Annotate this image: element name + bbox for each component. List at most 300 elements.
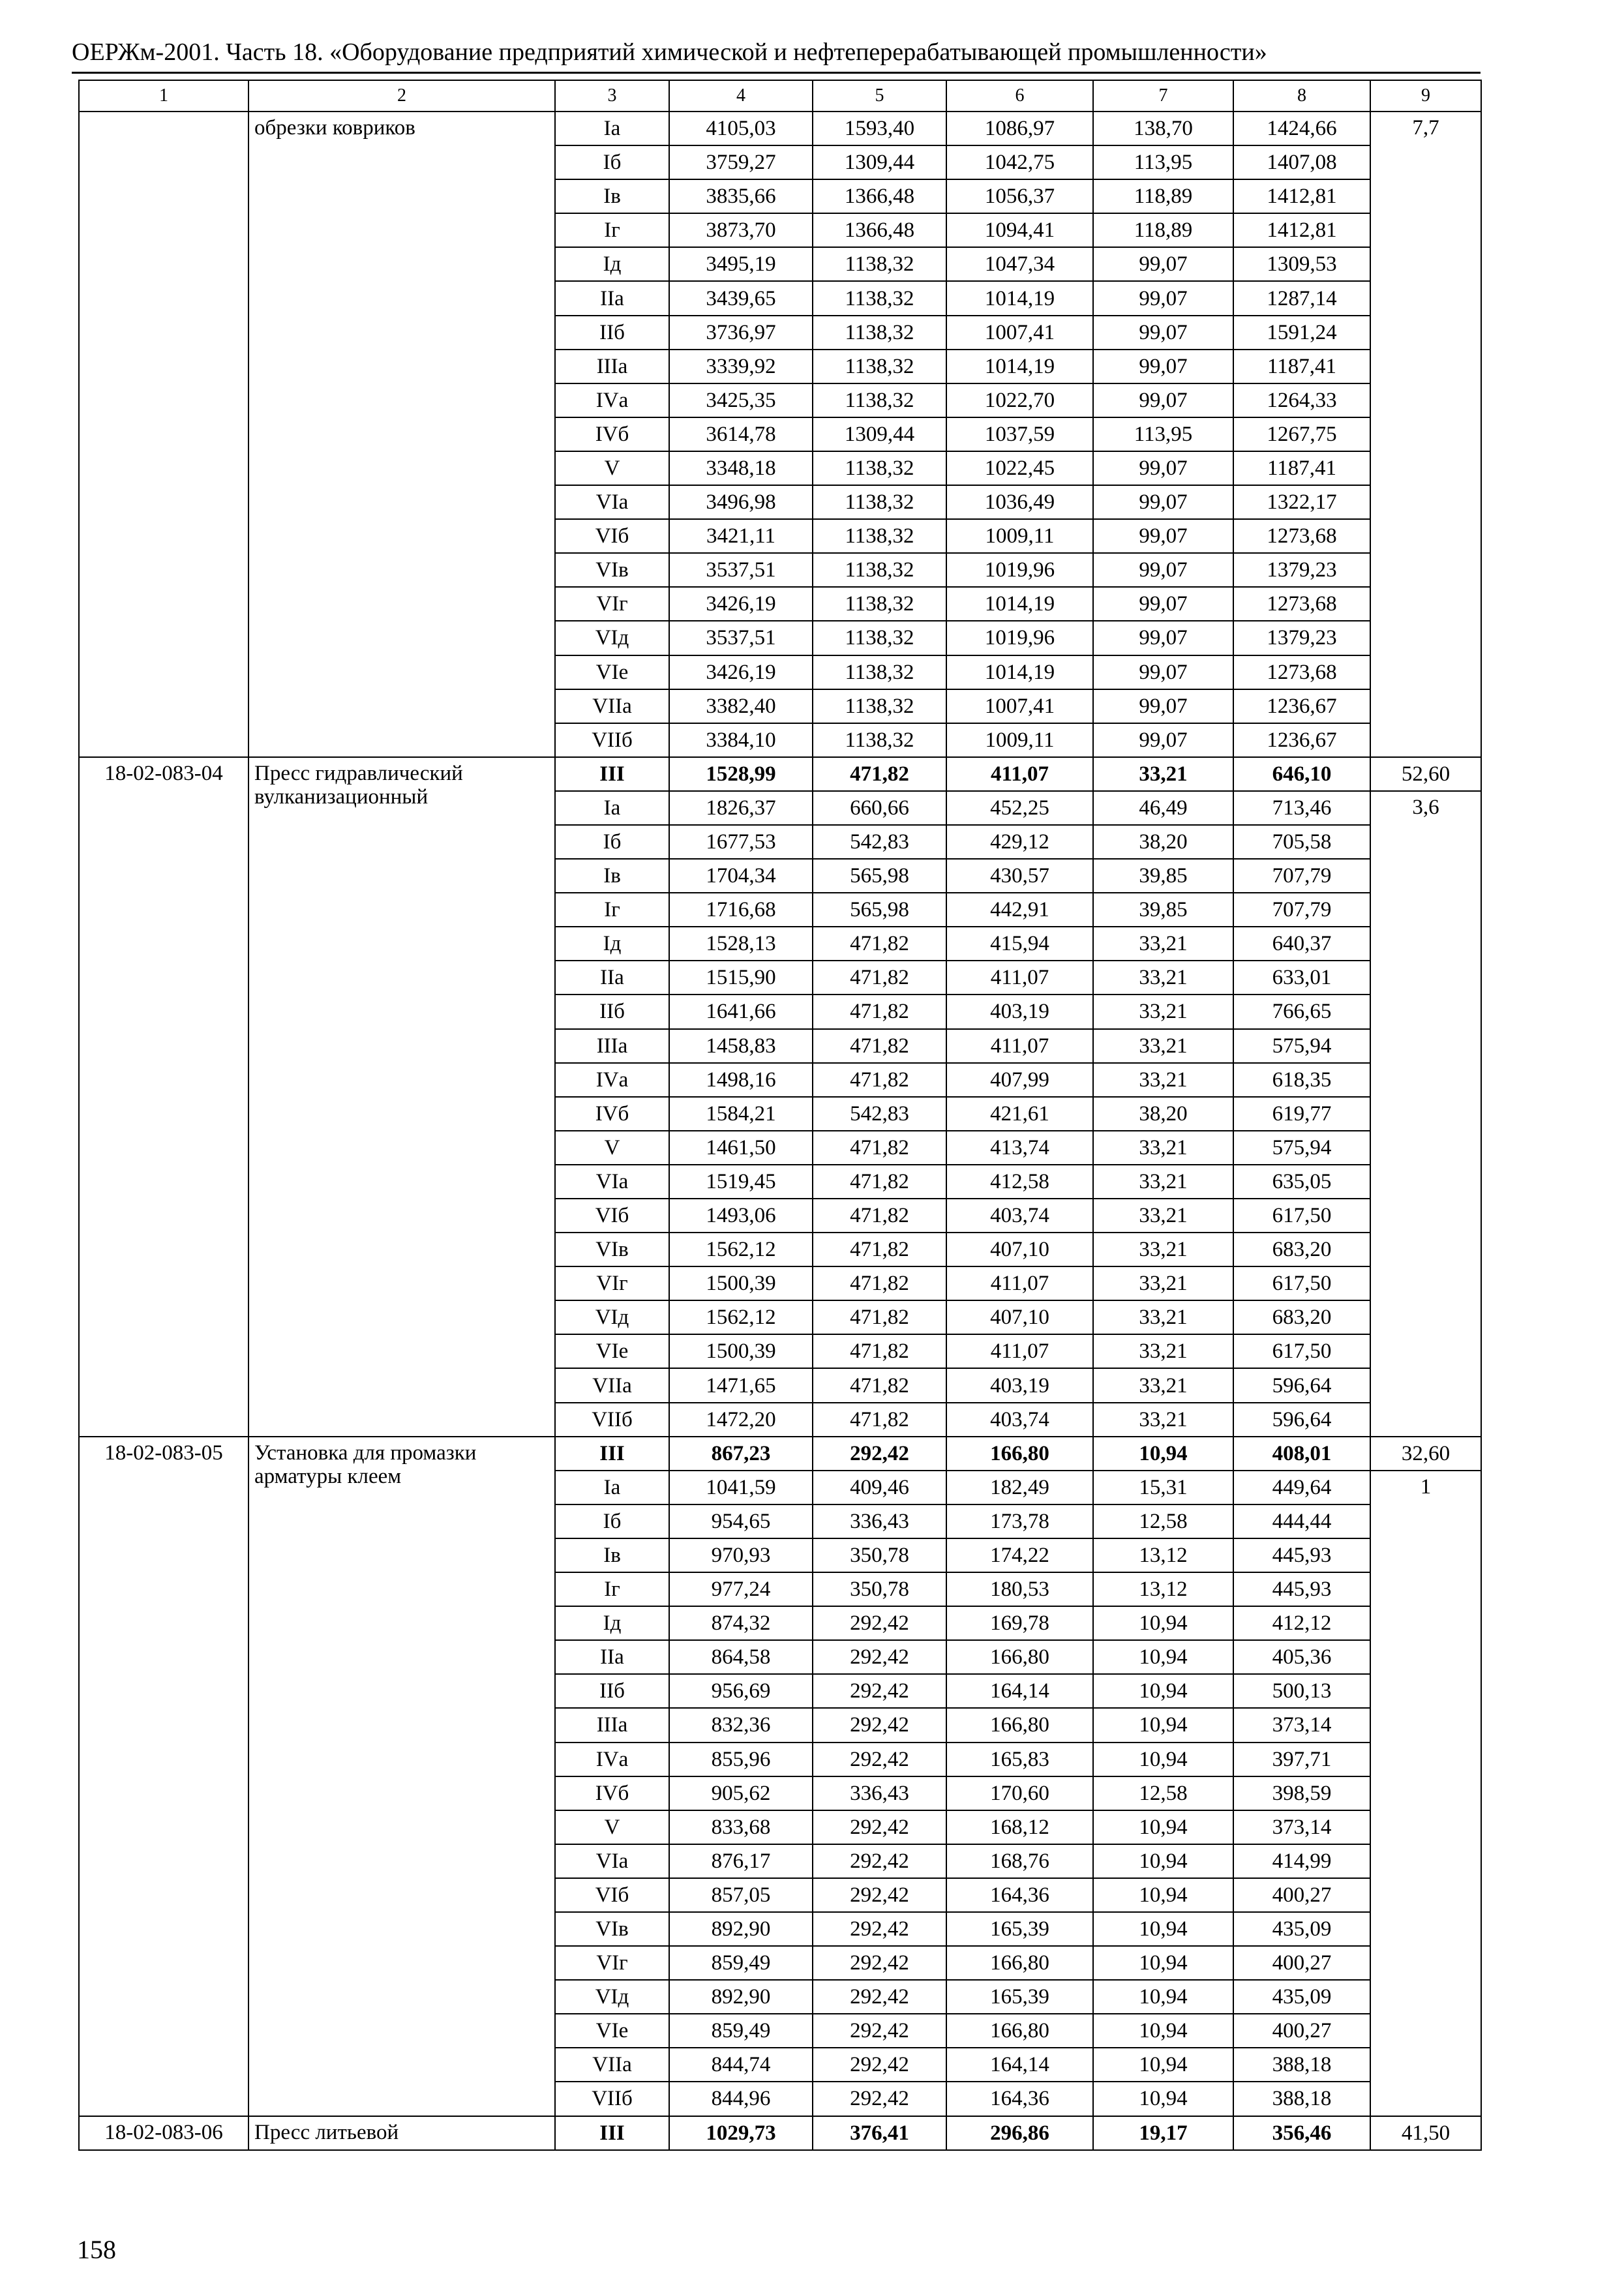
- column-number: 5: [813, 80, 946, 112]
- zone-cell: IIб: [555, 316, 669, 350]
- value-cell: 864,58: [669, 1640, 813, 1674]
- value-cell: 3384,10: [669, 723, 813, 757]
- value-cell: 1014,19: [946, 655, 1093, 689]
- value-cell: 445,93: [1233, 1572, 1370, 1606]
- value-cell: 1309,44: [813, 417, 946, 451]
- value-cell: 10,94: [1093, 1708, 1233, 1742]
- zone-cell: Iд: [555, 247, 669, 281]
- value-cell: 954,65: [669, 1504, 813, 1538]
- value-cell: 1086,97: [946, 112, 1093, 145]
- value-cell: 855,96: [669, 1743, 813, 1776]
- value-cell: 10,94: [1093, 2048, 1233, 2082]
- zone-cell: VIг: [555, 1946, 669, 1980]
- value-cell: 33,21: [1093, 757, 1233, 791]
- value-cell: 970,93: [669, 1538, 813, 1572]
- value-cell: 99,07: [1093, 281, 1233, 315]
- value-cell: 1309,44: [813, 145, 946, 179]
- value-cell: 1019,96: [946, 621, 1093, 655]
- value-cell: 707,79: [1233, 859, 1370, 893]
- value-cell: 859,49: [669, 1946, 813, 1980]
- value-cell: 705,58: [1233, 825, 1370, 859]
- value-cell: 166,80: [946, 1946, 1093, 1980]
- value-cell: 471,82: [813, 1063, 946, 1097]
- value-cell: 33,21: [1093, 1368, 1233, 1402]
- value-cell: 471,82: [813, 1233, 946, 1266]
- value-cell: 1461,50: [669, 1131, 813, 1165]
- value-cell: 3425,35: [669, 383, 813, 417]
- zone-cell: Iг: [555, 213, 669, 247]
- value-cell: 1677,53: [669, 825, 813, 859]
- zone-cell: VIб: [555, 1878, 669, 1912]
- value-cell: 442,91: [946, 893, 1093, 927]
- value-cell: 713,46: [1233, 791, 1370, 825]
- value-cell: 3614,78: [669, 417, 813, 451]
- value-cell: 33,21: [1093, 995, 1233, 1028]
- value-cell: 4105,03: [669, 112, 813, 145]
- zone-cell: VIIб: [555, 1403, 669, 1437]
- zone-cell: VIе: [555, 2014, 669, 2048]
- value-cell: 3348,18: [669, 451, 813, 485]
- value-cell: 33,21: [1093, 961, 1233, 995]
- zone-cell: IIIа: [555, 1708, 669, 1742]
- column-number: 4: [669, 80, 813, 112]
- zone-cell: IIа: [555, 1640, 669, 1674]
- zone-cell: VIе: [555, 655, 669, 689]
- value-cell: 1500,39: [669, 1334, 813, 1368]
- value-cell: 1007,41: [946, 316, 1093, 350]
- value-cell: 412,12: [1233, 1606, 1370, 1640]
- value-cell: 1014,19: [946, 350, 1093, 383]
- zone-cell: VIв: [555, 553, 669, 587]
- value-cell: 138,70: [1093, 112, 1233, 145]
- value-cell: 99,07: [1093, 655, 1233, 689]
- value-cell: 1138,32: [813, 723, 946, 757]
- value-cell: 640,37: [1233, 927, 1370, 961]
- zone-cell: Iа: [555, 112, 669, 145]
- column-number: 6: [946, 80, 1093, 112]
- value-cell: 1236,67: [1233, 689, 1370, 723]
- value-cell: 33,21: [1093, 1131, 1233, 1165]
- zone-cell: VIб: [555, 519, 669, 553]
- column-number-row: [79, 80, 1481, 112]
- value-cell: 113,95: [1093, 145, 1233, 179]
- value-cell: 166,80: [946, 1708, 1093, 1742]
- value-cell: 867,23: [669, 1437, 813, 1471]
- value-cell: 905,62: [669, 1776, 813, 1810]
- value-cell: 99,07: [1093, 316, 1233, 350]
- value-cell: 118,89: [1093, 179, 1233, 213]
- coefficient-cell: 41,50: [1370, 2116, 1481, 2150]
- value-cell: 38,20: [1093, 1097, 1233, 1131]
- zone-cell: Iд: [555, 1606, 669, 1640]
- column-number: 7: [1093, 80, 1233, 112]
- value-cell: 165,83: [946, 1743, 1093, 1776]
- zone-cell: IIIа: [555, 1029, 669, 1063]
- value-cell: 1379,23: [1233, 553, 1370, 587]
- value-cell: 1458,83: [669, 1029, 813, 1063]
- value-cell: 414,99: [1233, 1844, 1370, 1878]
- coefficient-cell: 32,60: [1370, 1437, 1481, 1471]
- value-cell: 471,82: [813, 1403, 946, 1437]
- value-cell: 1273,68: [1233, 587, 1370, 621]
- value-cell: 1014,19: [946, 587, 1093, 621]
- value-cell: 1138,32: [813, 689, 946, 723]
- zone-cell: III: [555, 1437, 669, 1471]
- value-cell: 1007,41: [946, 689, 1093, 723]
- value-cell: 292,42: [813, 2014, 946, 2048]
- value-cell: 166,80: [946, 1437, 1093, 1471]
- value-cell: 1826,37: [669, 791, 813, 825]
- value-cell: 10,94: [1093, 1912, 1233, 1946]
- value-cell: 1022,45: [946, 451, 1093, 485]
- value-cell: 164,36: [946, 1878, 1093, 1912]
- value-cell: 350,78: [813, 1538, 946, 1572]
- value-cell: 3426,19: [669, 587, 813, 621]
- value-cell: 618,35: [1233, 1063, 1370, 1097]
- value-cell: 13,12: [1093, 1538, 1233, 1572]
- value-cell: 10,94: [1093, 2082, 1233, 2116]
- zone-cell: VIа: [555, 485, 669, 519]
- value-cell: 99,07: [1093, 553, 1233, 587]
- value-cell: 1515,90: [669, 961, 813, 995]
- value-cell: 10,94: [1093, 1946, 1233, 1980]
- value-cell: 445,93: [1233, 1538, 1370, 1572]
- value-cell: 292,42: [813, 1674, 946, 1708]
- value-cell: 33,21: [1093, 1334, 1233, 1368]
- value-cell: 3835,66: [669, 179, 813, 213]
- value-cell: 1562,12: [669, 1233, 813, 1266]
- value-cell: 415,94: [946, 927, 1093, 961]
- value-cell: 844,74: [669, 2048, 813, 2082]
- value-cell: 400,27: [1233, 1878, 1370, 1912]
- value-cell: 1047,34: [946, 247, 1093, 281]
- value-cell: 373,14: [1233, 1708, 1370, 1742]
- value-cell: 3736,97: [669, 316, 813, 350]
- value-cell: 1528,13: [669, 927, 813, 961]
- value-cell: 373,14: [1233, 1810, 1370, 1844]
- value-cell: 99,07: [1093, 587, 1233, 621]
- value-cell: 99,07: [1093, 485, 1233, 519]
- value-cell: 1519,45: [669, 1165, 813, 1199]
- value-cell: 471,82: [813, 1165, 946, 1199]
- value-cell: 596,64: [1233, 1403, 1370, 1437]
- value-cell: 99,07: [1093, 689, 1233, 723]
- zone-cell: VIг: [555, 1266, 669, 1300]
- value-cell: 292,42: [813, 2048, 946, 2082]
- value-cell: 471,82: [813, 1029, 946, 1063]
- value-cell: 15,31: [1093, 1471, 1233, 1504]
- value-cell: 10,94: [1093, 1810, 1233, 1844]
- value-cell: 1014,19: [946, 281, 1093, 315]
- value-cell: 164,36: [946, 2082, 1093, 2116]
- value-cell: 99,07: [1093, 723, 1233, 757]
- value-cell: 292,42: [813, 1640, 946, 1674]
- value-cell: 1009,11: [946, 723, 1093, 757]
- value-cell: 500,13: [1233, 1674, 1370, 1708]
- value-cell: 99,07: [1093, 247, 1233, 281]
- value-cell: 33,21: [1093, 1165, 1233, 1199]
- value-cell: 1273,68: [1233, 655, 1370, 689]
- value-cell: 403,74: [946, 1403, 1093, 1437]
- page-number: 158: [77, 2235, 116, 2264]
- value-cell: 292,42: [813, 1946, 946, 1980]
- zone-cell: IVа: [555, 1063, 669, 1097]
- value-cell: 575,94: [1233, 1131, 1370, 1165]
- value-cell: 407,10: [946, 1233, 1093, 1266]
- value-cell: 1322,17: [1233, 485, 1370, 519]
- value-cell: 292,42: [813, 1708, 946, 1742]
- value-cell: 1593,40: [813, 112, 946, 145]
- zone-cell: VIд: [555, 1300, 669, 1334]
- value-cell: 1493,06: [669, 1199, 813, 1233]
- zone-cell: Iв: [555, 179, 669, 213]
- value-cell: 10,94: [1093, 2014, 1233, 2048]
- zone-cell: IIб: [555, 995, 669, 1028]
- value-cell: 292,42: [813, 1980, 946, 2014]
- value-cell: 182,49: [946, 1471, 1093, 1504]
- value-cell: 1273,68: [1233, 519, 1370, 553]
- value-cell: 619,77: [1233, 1097, 1370, 1131]
- value-cell: 956,69: [669, 1674, 813, 1708]
- value-cell: 876,17: [669, 1844, 813, 1878]
- value-cell: 646,10: [1233, 757, 1370, 791]
- value-cell: 400,27: [1233, 1946, 1370, 1980]
- value-cell: 99,07: [1093, 350, 1233, 383]
- value-cell: 1138,32: [813, 655, 946, 689]
- value-cell: 874,32: [669, 1606, 813, 1640]
- coefficient-cell: 1: [1370, 1471, 1481, 2116]
- value-cell: 411,07: [946, 757, 1093, 791]
- zone-cell: VIIб: [555, 2082, 669, 2116]
- value-cell: 1187,41: [1233, 451, 1370, 485]
- value-cell: 292,42: [813, 2082, 946, 2116]
- zone-cell: Iб: [555, 145, 669, 179]
- value-cell: 3496,98: [669, 485, 813, 519]
- value-cell: 173,78: [946, 1504, 1093, 1538]
- value-cell: 1472,20: [669, 1403, 813, 1437]
- value-cell: 430,57: [946, 859, 1093, 893]
- value-cell: 411,07: [946, 1029, 1093, 1063]
- value-cell: 113,95: [1093, 417, 1233, 451]
- zone-cell: VIIа: [555, 1368, 669, 1402]
- value-cell: 168,76: [946, 1844, 1093, 1878]
- code-cell: 18-02-083-05: [79, 1437, 248, 2116]
- value-cell: 408,01: [1233, 1437, 1370, 1471]
- value-cell: 1187,41: [1233, 350, 1370, 383]
- value-cell: 1704,34: [669, 859, 813, 893]
- value-cell: 1138,32: [813, 553, 946, 587]
- value-cell: 174,22: [946, 1538, 1093, 1572]
- value-cell: 435,09: [1233, 1912, 1370, 1946]
- zone-cell: Iа: [555, 1471, 669, 1504]
- value-cell: 683,20: [1233, 1300, 1370, 1334]
- value-cell: 635,05: [1233, 1165, 1370, 1199]
- zone-cell: V: [555, 1810, 669, 1844]
- value-cell: 1138,32: [813, 281, 946, 315]
- value-cell: 165,39: [946, 1912, 1093, 1946]
- value-cell: 452,25: [946, 791, 1093, 825]
- value-cell: 575,94: [1233, 1029, 1370, 1063]
- value-cell: 170,60: [946, 1776, 1093, 1810]
- zone-cell: VIг: [555, 587, 669, 621]
- value-cell: 33,21: [1093, 1029, 1233, 1063]
- value-cell: 1037,59: [946, 417, 1093, 451]
- code-cell: 18-02-083-06: [79, 2116, 248, 2150]
- value-cell: 1056,37: [946, 179, 1093, 213]
- value-cell: 164,14: [946, 2048, 1093, 2082]
- value-cell: 1138,32: [813, 485, 946, 519]
- value-cell: 397,71: [1233, 1743, 1370, 1776]
- value-cell: 471,82: [813, 1131, 946, 1165]
- value-cell: 33,21: [1093, 1199, 1233, 1233]
- zone-cell: IVб: [555, 417, 669, 451]
- value-cell: 1424,66: [1233, 112, 1370, 145]
- document-header: ОЕРЖм-2001. Часть 18. «Оборудование предприятий химической и нефтеперерабатывающей промышленности»: [72, 38, 1267, 66]
- value-cell: 10,94: [1093, 1437, 1233, 1471]
- table-row: [79, 757, 1481, 791]
- value-cell: 1471,65: [669, 1368, 813, 1402]
- code-cell: [79, 112, 248, 757]
- value-cell: 350,78: [813, 1572, 946, 1606]
- value-cell: 1584,21: [669, 1097, 813, 1131]
- zone-cell: IVа: [555, 1743, 669, 1776]
- value-cell: 1287,14: [1233, 281, 1370, 315]
- zone-cell: Iг: [555, 893, 669, 927]
- value-cell: 33,21: [1093, 1403, 1233, 1437]
- value-cell: 1236,67: [1233, 723, 1370, 757]
- value-cell: 10,94: [1093, 1640, 1233, 1674]
- value-cell: 1009,11: [946, 519, 1093, 553]
- value-cell: 1500,39: [669, 1266, 813, 1300]
- value-cell: 3382,40: [669, 689, 813, 723]
- value-cell: 3537,51: [669, 553, 813, 587]
- value-cell: 412,58: [946, 1165, 1093, 1199]
- value-cell: 3339,92: [669, 350, 813, 383]
- value-cell: 292,42: [813, 1878, 946, 1912]
- value-cell: 471,82: [813, 1266, 946, 1300]
- zone-cell: Iб: [555, 1504, 669, 1538]
- value-cell: 3759,27: [669, 145, 813, 179]
- zone-cell: VIIа: [555, 2048, 669, 2082]
- value-cell: 1366,48: [813, 179, 946, 213]
- table-row: [79, 112, 1481, 145]
- value-cell: 471,82: [813, 1368, 946, 1402]
- value-cell: 3421,11: [669, 519, 813, 553]
- value-cell: 99,07: [1093, 383, 1233, 417]
- value-cell: 411,07: [946, 1266, 1093, 1300]
- zone-cell: IIа: [555, 281, 669, 315]
- value-cell: 421,61: [946, 1097, 1093, 1131]
- value-cell: 1562,12: [669, 1300, 813, 1334]
- value-cell: 471,82: [813, 1300, 946, 1334]
- value-cell: 164,14: [946, 1674, 1093, 1708]
- value-cell: 1138,32: [813, 451, 946, 485]
- value-cell: 165,39: [946, 1980, 1093, 2014]
- value-cell: 3439,65: [669, 281, 813, 315]
- value-cell: 617,50: [1233, 1334, 1370, 1368]
- value-cell: 33,21: [1093, 1266, 1233, 1300]
- zone-cell: Iд: [555, 927, 669, 961]
- zone-cell: Iа: [555, 791, 669, 825]
- value-cell: 1036,49: [946, 485, 1093, 519]
- value-cell: 1138,32: [813, 519, 946, 553]
- value-cell: 1138,32: [813, 587, 946, 621]
- value-cell: 3537,51: [669, 621, 813, 655]
- value-cell: 356,46: [1233, 2116, 1370, 2150]
- value-cell: 10,94: [1093, 1743, 1233, 1776]
- value-cell: 403,19: [946, 995, 1093, 1028]
- value-cell: 39,85: [1093, 859, 1233, 893]
- name-cell: обрезки ковриков: [248, 112, 555, 757]
- rates-table: [78, 80, 1482, 2151]
- value-cell: 292,42: [813, 1743, 946, 1776]
- value-cell: 1094,41: [946, 213, 1093, 247]
- value-cell: 1029,73: [669, 2116, 813, 2150]
- value-cell: 766,65: [1233, 995, 1370, 1028]
- zone-cell: VIIб: [555, 723, 669, 757]
- zone-cell: Iв: [555, 859, 669, 893]
- value-cell: 3873,70: [669, 213, 813, 247]
- value-cell: 99,07: [1093, 519, 1233, 553]
- value-cell: 12,58: [1093, 1776, 1233, 1810]
- value-cell: 38,20: [1093, 825, 1233, 859]
- value-cell: 859,49: [669, 2014, 813, 2048]
- value-cell: 33,21: [1093, 1063, 1233, 1097]
- column-number: 2: [248, 80, 555, 112]
- column-number: 1: [79, 80, 248, 112]
- value-cell: 403,19: [946, 1368, 1093, 1402]
- value-cell: 296,86: [946, 2116, 1093, 2150]
- zone-cell: VIд: [555, 1980, 669, 2014]
- coefficient-cell: 7,7: [1370, 112, 1481, 757]
- zone-cell: IIб: [555, 1674, 669, 1708]
- value-cell: 1407,08: [1233, 145, 1370, 179]
- column-number: 9: [1370, 80, 1481, 112]
- zone-cell: VIб: [555, 1199, 669, 1233]
- value-cell: 707,79: [1233, 893, 1370, 927]
- value-cell: 10,94: [1093, 1980, 1233, 2014]
- name-cell: Установка для промазки арматуры клеем: [248, 1437, 555, 2116]
- zone-cell: VIд: [555, 621, 669, 655]
- value-cell: 10,94: [1093, 1844, 1233, 1878]
- value-cell: 1042,75: [946, 145, 1093, 179]
- value-cell: 1264,33: [1233, 383, 1370, 417]
- value-cell: 33,21: [1093, 1300, 1233, 1334]
- value-cell: 892,90: [669, 1980, 813, 2014]
- value-cell: 542,83: [813, 1097, 946, 1131]
- zone-cell: IVа: [555, 383, 669, 417]
- value-cell: 565,98: [813, 859, 946, 893]
- value-cell: 19,17: [1093, 2116, 1233, 2150]
- value-cell: 99,07: [1093, 621, 1233, 655]
- zone-cell: IVб: [555, 1776, 669, 1810]
- column-number: 3: [555, 80, 669, 112]
- value-cell: 10,94: [1093, 1878, 1233, 1912]
- name-cell: Пресс литьевой: [248, 2116, 555, 2150]
- value-cell: 411,07: [946, 1334, 1093, 1368]
- table-body: [79, 80, 1481, 2150]
- value-cell: 596,64: [1233, 1368, 1370, 1402]
- value-cell: 292,42: [813, 1606, 946, 1640]
- value-cell: 403,74: [946, 1199, 1093, 1233]
- zone-cell: VIв: [555, 1233, 669, 1266]
- value-cell: 336,43: [813, 1776, 946, 1810]
- column-number: 8: [1233, 80, 1370, 112]
- value-cell: 1138,32: [813, 316, 946, 350]
- coefficient-cell: 3,6: [1370, 791, 1481, 1437]
- value-cell: 1412,81: [1233, 179, 1370, 213]
- coefficient-cell: 52,60: [1370, 757, 1481, 791]
